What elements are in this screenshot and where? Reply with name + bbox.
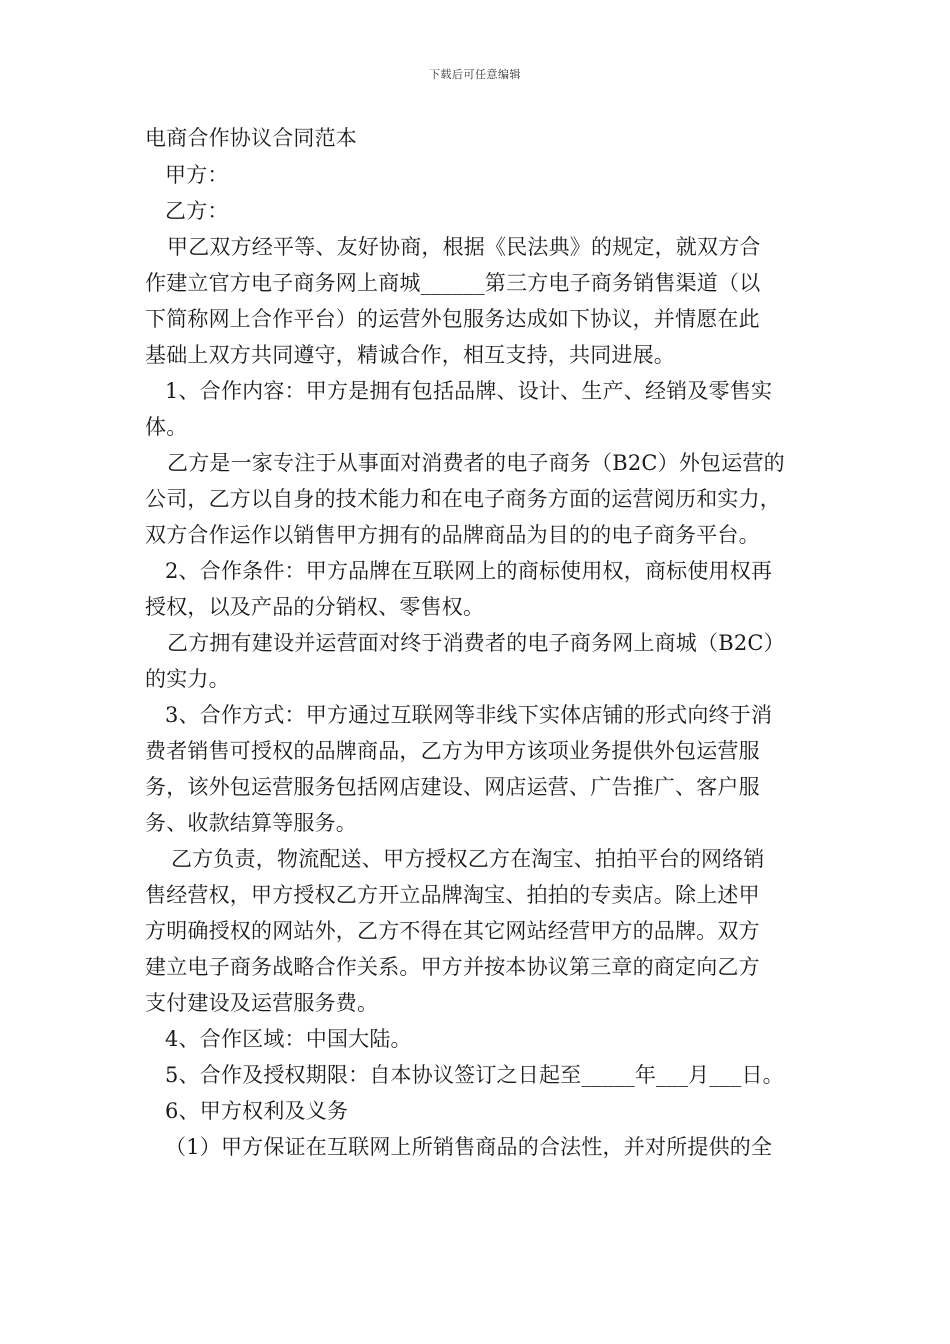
paragraph-line: 售经营权，甲方授权乙方开立品牌淘宝、拍拍的专卖店。除上述甲 <box>145 883 760 907</box>
paragraph-line: 基础上双方共同遵守，精诚合作，相互支持，共同进展。 <box>145 343 675 367</box>
paragraph-line: 下简称网上合作平台）的运营外包服务达成如下协议，并情愿在此 <box>145 307 760 331</box>
paragraph-line: 建立电子商务战略合作关系。甲方并按本协议第三章的商定向乙方 <box>145 955 760 979</box>
paragraph-line: 2、合作条件：甲方品牌在互联网上的商标使用权，商标使用权再 <box>165 559 773 583</box>
paragraph-line: 6、甲方权利及义务 <box>165 1099 349 1123</box>
paragraph-line: 费者销售可授权的品牌商品，乙方为甲方该项业务提供外包运营服 <box>145 739 760 763</box>
paragraph-line: 乙方是一家专注于从事面对消费者的电子商务（B2C）外包运营的 <box>167 451 785 475</box>
paragraph-line: （1）甲方保证在互联网上所销售商品的合法性，并对所提供的全 <box>165 1135 773 1159</box>
paragraph-line: 务、收款结算等服务。 <box>145 811 357 835</box>
paragraph-line: 4、合作区域：中国大陆。 <box>165 1027 412 1051</box>
paragraph-line: 双方合作运作以销售甲方拥有的品牌商品为目的的电子商务平台。 <box>145 523 760 547</box>
party-b-label: 乙方： <box>165 199 229 223</box>
paragraph-line: 公司，乙方以自身的技术能力和在电子商务方面的运营阅历和实力， <box>145 487 781 511</box>
paragraph-line: 1、合作内容：甲方是拥有包括品牌、设计、生产、经销及零售实 <box>165 379 773 403</box>
paragraph-line: 的实力。 <box>145 667 230 691</box>
paragraph-line: 方明确授权的网站外，乙方不得在其它网站经营甲方的品牌。双方 <box>145 919 760 943</box>
paragraph-line: 作建立官方电子商务网上商城______第三方电子商务销售渠道（以 <box>145 271 761 295</box>
header-note: 下载后可任意编辑 <box>429 68 521 81</box>
paragraph-line: 5、合作及授权期限：自本协议签订之日起至_____年___月___日。 <box>165 1063 784 1087</box>
document-title: 电商合作协议合同范本 <box>145 126 357 150</box>
paragraph-line: 乙方负责，物流配送、甲方授权乙方在淘宝、拍拍平台的网络销 <box>171 847 765 871</box>
paragraph-line: 支付建设及运营服务费。 <box>145 991 379 1015</box>
paragraph-line: 务，该外包运营服务包括网店建设、网店运营、广告推广、客户服 <box>145 775 760 799</box>
document-body <box>145 120 825 1165</box>
paragraph-line: 甲乙双方经平等、友好协商，根据《民法典》的规定，就双方合 <box>167 235 761 259</box>
paragraph-line: 体。 <box>145 415 188 439</box>
paragraph-line: 3、合作方式：甲方通过互联网等非线下实体店铺的形式向终于消 <box>165 703 773 727</box>
party-a-label: 甲方： <box>165 163 229 187</box>
paragraph-line: 授权，以及产品的分销权、零售权。 <box>145 595 485 619</box>
paragraph-line: 乙方拥有建设并运营面对终于消费者的电子商务网上商城（B2C） <box>167 631 785 655</box>
